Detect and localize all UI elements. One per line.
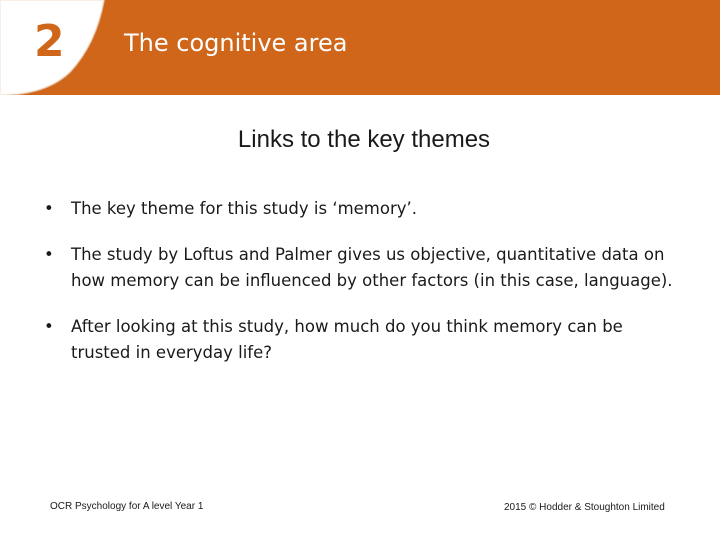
bullet-text: The key theme for this study is ‘memory’.	[71, 199, 418, 218]
bullet-item	[44, 196, 684, 222]
header-title: The cognitive area	[124, 29, 348, 57]
bullet-list	[44, 196, 684, 386]
bullet-text: The study by Loftus and Palmer gives us objective, quantitative data on how memory can be influenced by other factors (in this case, language).	[71, 245, 673, 290]
header-bar	[0, 0, 720, 95]
bullet-text: After looking at this study, how much do you think memory can be trusted in everyday life?	[71, 317, 623, 362]
footer-copyright: 2015 © Hodder & Stoughton Limited	[504, 502, 665, 513]
bullet-marker: •	[44, 317, 54, 336]
bullet-marker: •	[44, 199, 54, 218]
chapter-number: 2	[34, 16, 65, 67]
slide-title: Links to the key themes	[237, 126, 491, 153]
footer-course-name: OCR Psychology for A level Year 1	[50, 501, 204, 512]
bullet-item	[44, 242, 684, 294]
chapter-badge	[0, 0, 108, 95]
bullet-item	[44, 314, 684, 366]
bullet-marker: •	[44, 245, 54, 264]
